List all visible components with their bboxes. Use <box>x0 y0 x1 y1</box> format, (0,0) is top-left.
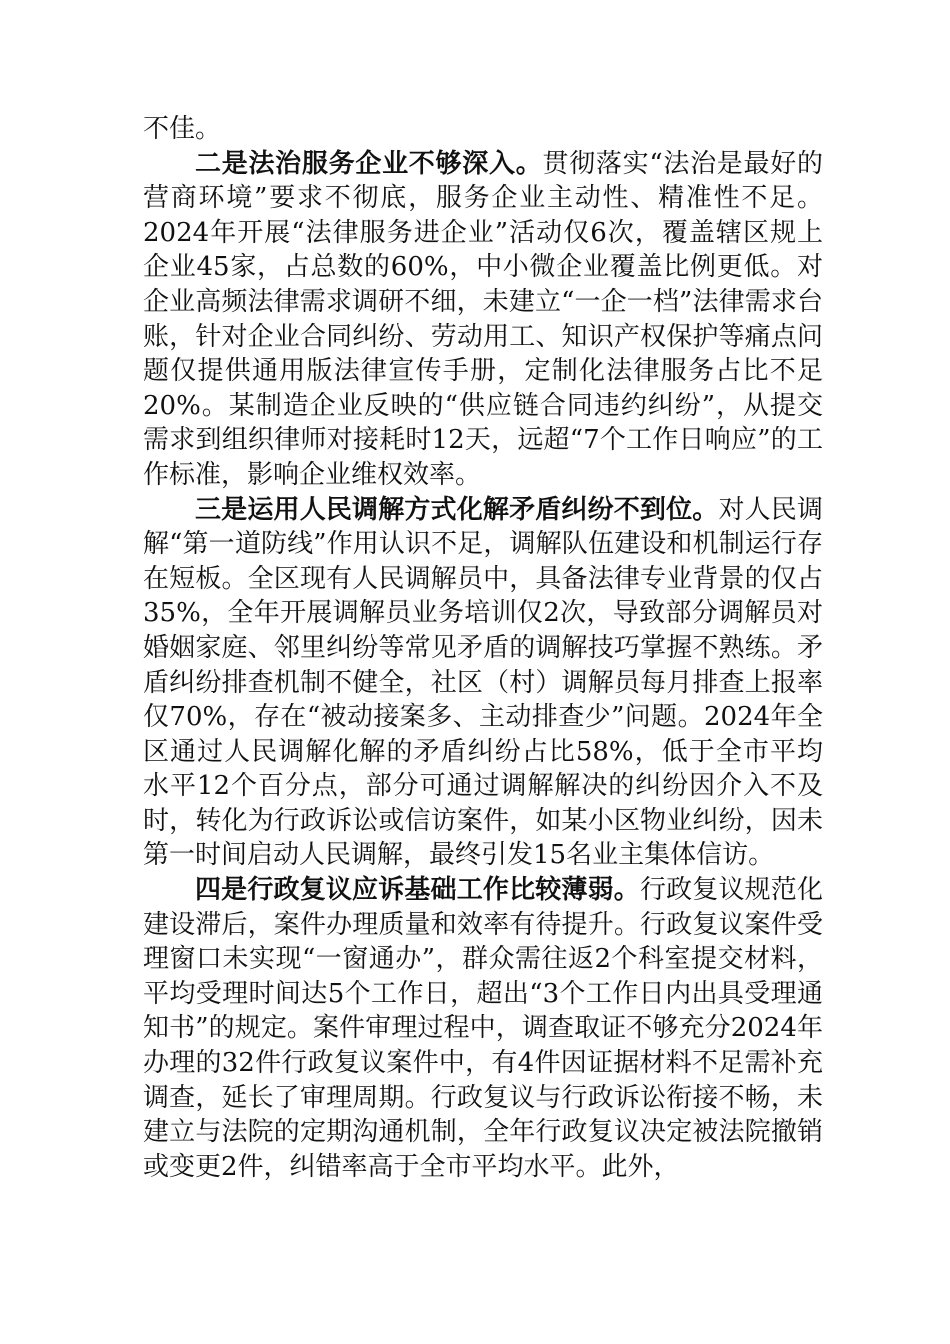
paragraph-body: 行政复议规范化建设滞后，案件办理质量和效率有待提升。行政复议案件受理窗口未实现“一窗通办”，群众需往返2个科室提交材料，平均受理时间达5个工作日，超出“3个工作日内出具受理通知书”的规定。案件审理过程中，调查取证不够充分2024年办理的32件行政复议案件中，有4件因证据材料不足需补充调查，延长了审理周期。行政复议与行政诉讼衔接不畅，未建立与法院的定期沟通机制，全年行政复议决定被法院撤销或变更2件，纠错率高于全市平均水平。此外， <box>143 875 823 1182</box>
paragraph-legal-service-enterprises <box>143 147 823 493</box>
paragraph-people-mediation <box>143 493 823 874</box>
paragraph-body: 贯彻落实“法治是最好的营商环境”要求不彻底，服务企业主动性、精准性不足。2024年开展“法律服务进企业”活动仅6次，覆盖辖区规上企业45家，占总数的60%，中小微企业覆盖比例更低。对企业高频法律需求调研不细，未建立“一企一档”法律需求台账，针对企业合同纠纷、劳动用工、知识产权保护等痛点问题仅提供通用版法律宣传手册，定制化法律服务占比不足20%。某制造企业反映的“供应链合同违约纠纷”，从提交需求到组织律师对接耗时12天，远超“7个工作日响应”的工作标准，影响企业维权效率。 <box>143 148 823 490</box>
paragraph-heading: 三是运用人民调解方式化解矛盾纠纷不到位。 <box>195 494 719 525</box>
document-page <box>143 112 823 1184</box>
continuation-text: 不佳。 <box>143 114 222 144</box>
paragraph-body: 对人民调解“第一道防线”作用认识不足，调解队伍建设和机制运行存在短板。全区现有人民调解员中，具备法律专业背景的仅占35%，全年开展调解员业务培训仅2次，导致部分调解员对婚姻家庭、邻里纠纷等常见矛盾的调解技巧掌握不熟练。矛盾纠纷排查机制不健全，社区（村）调解员每月排查上报率仅70%，存在“被动接案多、主动排查少”问题。2024年全区通过人民调解化解的矛盾纠纷占比58%，低于全市平均水平12个百分点，部分可通过调解解决的纠纷因介入不及时，转化为行政诉讼或信访案件，如某小区物业纠纷，因未第一时间启动人民调解，最终引发15名业主集体信访。 <box>143 494 823 871</box>
paragraph-heading: 四是行政复议应诉基础工作比较薄弱。 <box>195 875 640 906</box>
paragraph-administrative-review <box>143 873 823 1184</box>
paragraph-heading: 二是法治服务企业不够深入。 <box>195 148 543 179</box>
